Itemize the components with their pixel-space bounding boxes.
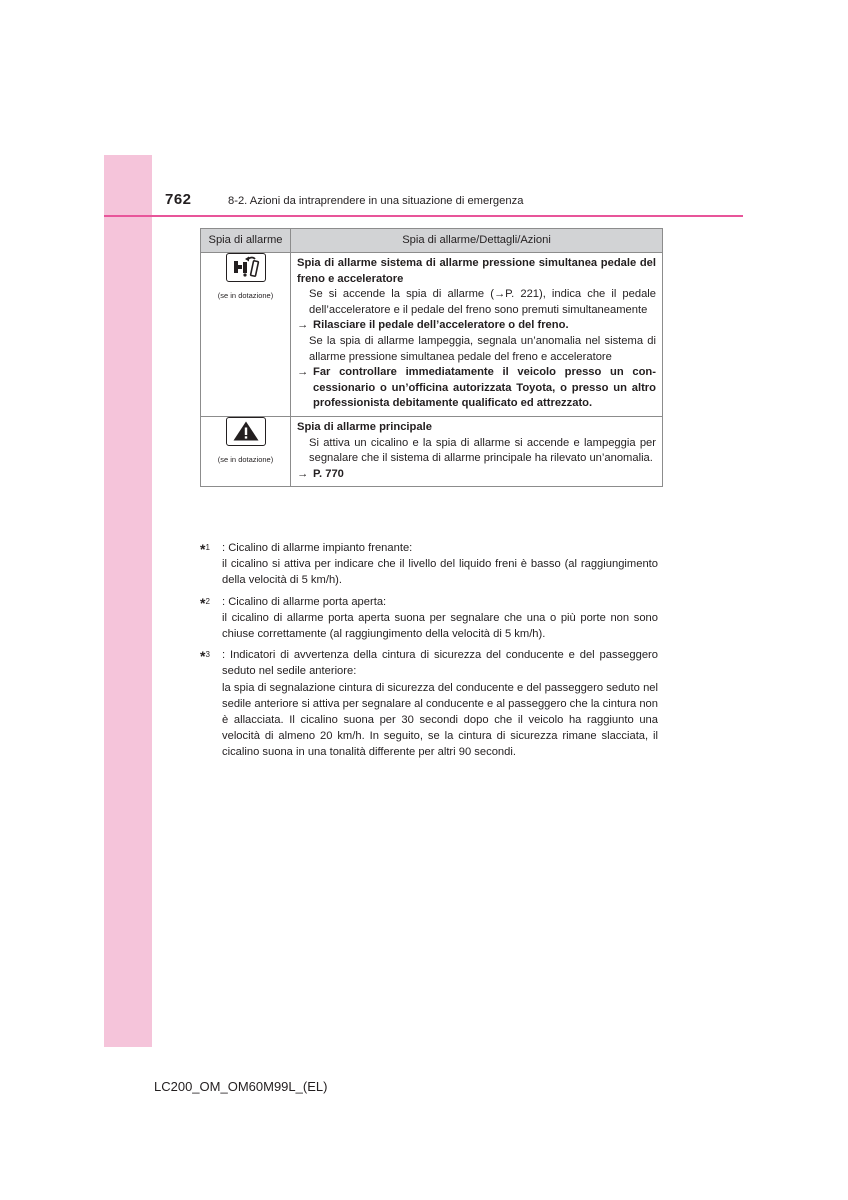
footnote-text: la spia di segnalazione cintura di sicurezza del conducente e del passeggero seduto nel sedile anteriore si attiva per segnalare al conducente e al passeggero che la cintura non è allacciata. Il cicalino suona per 30 secondi dopo che il veicolo ha raggiunto una velocità di almeno 20 km/h. In seguito, se la cintura di sicurezza rimane slacciata, il cicalino suona in una tonalità differente per altri 90 secondi. xyxy=(222,681,658,759)
action-line xyxy=(297,365,656,412)
action-line xyxy=(297,318,656,334)
description-cell xyxy=(291,253,663,417)
page-number: 762 xyxy=(165,191,192,208)
footnote xyxy=(200,647,658,760)
footnote xyxy=(200,540,658,589)
arrow-icon: → xyxy=(297,467,309,480)
footnote xyxy=(200,594,658,643)
action-text: Rilasciare il pedale dell’acceleratore o del freno. xyxy=(313,319,569,332)
description-text: Se la spia di allarme lampeggia, segnala un’anomalia nel sistema di allarme pressione simultanea pedale del freno e acceleratore xyxy=(309,334,656,363)
page-reference xyxy=(297,467,656,483)
table-header-row xyxy=(201,229,663,253)
footnote-marker: *$^3$ xyxy=(200,648,210,665)
description-title: Spia di allarme principale xyxy=(297,420,432,433)
warning-light-table xyxy=(200,228,663,487)
section-title: 8-2. Azioni da intraprendere in una situazione di emergenza xyxy=(228,195,524,207)
footnote-marker: *$^1$ xyxy=(200,541,210,557)
icon-cell xyxy=(201,253,291,417)
document-code: LC200_OM_OM60M99L_(EL) xyxy=(154,1079,328,1094)
column-header-warning-light: Spia di allarme xyxy=(201,229,291,253)
description-title: Spia di allarme sistema di allarme pressione simultanea pedale del freno e acceleratore xyxy=(297,257,656,285)
icon-cell xyxy=(201,416,291,486)
header-rule xyxy=(104,215,743,217)
footnote-text: il cicalino si attiva per indicare che il livello del liquido freni è basso (al raggiungimento della velocità di 5 km/h). xyxy=(222,558,658,587)
column-header-details: Spia di allarme/Dettagli/Azioni xyxy=(291,229,663,253)
arrow-icon: → xyxy=(297,319,309,332)
description-text: Si attiva un cicalino e la spia di allarme si accende e lampeggia per segnalare che il sistema di allarme principale ha rilevato un’anomalia. xyxy=(309,436,656,465)
footnote-marker: *$^2$ xyxy=(200,594,210,611)
description-cell xyxy=(291,416,663,486)
footnote-title: : Indicatori di avvertenza della cintura di sicurezza del conducente e del passeggero seduto nel sedile anteriore: xyxy=(222,649,658,678)
availability-note: (se in dotazione) xyxy=(217,290,274,300)
table-row xyxy=(201,253,663,417)
footnote-text: il cicalino di allarme porta aperta suona per segnalare che una o più porte non sono chiuse correttamente (al raggiungimento della velocità di 5 km/h). xyxy=(222,611,658,641)
footnote-title: : Cicalino di allarme impianto frenante: xyxy=(222,542,413,554)
master-warning-icon xyxy=(226,417,266,446)
availability-note: (se in dotazione) xyxy=(217,454,274,464)
footnote-title: : Cicalino di allarme porta aperta: xyxy=(222,595,387,608)
pedal-override-warning-icon xyxy=(226,253,266,282)
side-color-strip xyxy=(104,155,152,1047)
arrow-icon: → xyxy=(297,366,309,379)
action-text: Far controllare immediatamente il veicolo presso un concessionario o un’officina autorizzata Toyota, o presso un altro professionista debitamente qualificato ed attrezzato. xyxy=(313,366,656,410)
page-reference-text: P. 770 xyxy=(313,467,344,480)
description-text: Se si accende la spia di allarme (→P. 221), indica che il pedale dell’acceleratore e il pedale del freno sono premuti simultaneamente xyxy=(309,288,656,316)
footnotes xyxy=(200,540,658,766)
table-row xyxy=(201,416,663,486)
